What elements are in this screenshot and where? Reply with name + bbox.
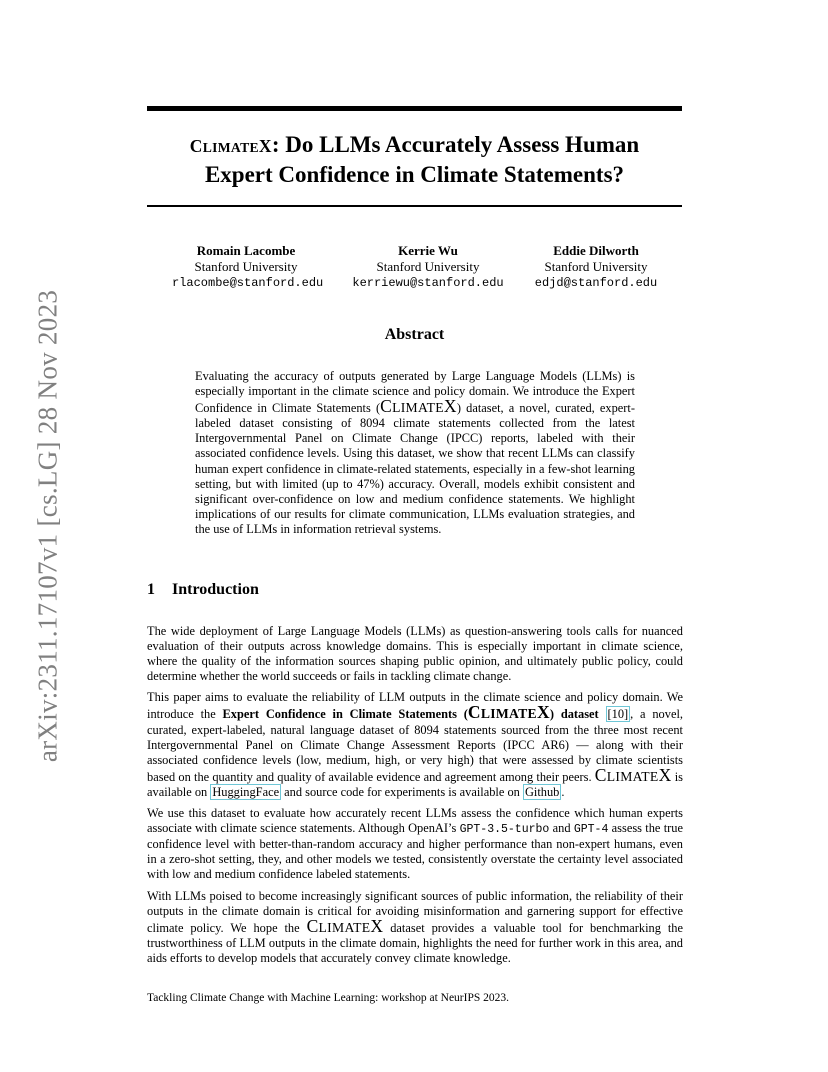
- title-smallcaps: [190, 136, 272, 156]
- smallcaps-final: X: [258, 136, 272, 156]
- abstract-part-1: Evaluating the accuracy of outputs generated by Large Language Models (LLMs) is especially important in the climate science and policy domain. We introduce the Expert Confidence in Climate Statements (: [195, 369, 635, 416]
- smallcaps-final: X: [658, 764, 672, 785]
- author-name: Kerrie Wu: [398, 243, 458, 258]
- p2-bold-a: Expert Confidence in Climate Statements (: [222, 707, 468, 722]
- smallcaps-initial: C: [380, 396, 393, 417]
- author-affiliation: Stanford University: [194, 259, 298, 274]
- smallcaps-final: X: [370, 915, 384, 936]
- p2-text-h: and source code for experiments is available on: [281, 784, 523, 799]
- p3-text-a: We use this dataset to evaluate how accurately recent LLMs assess the confidence which human experts associate with climate science statements. Although OpenAI’s: [147, 806, 683, 836]
- author-1: [172, 243, 324, 291]
- author-email: kerriewu@stanford.edu: [352, 276, 504, 290]
- paragraph-3: [147, 806, 683, 882]
- p2-text-g: is available on: [147, 769, 683, 799]
- p2-text-e: , a novel, curated, expert-labeled, natural language dataset of 8094 statements sourced from the three most recent Intergovernmental Panel on Climate Change Assessment Reports (IPCC AR6) — along with their associated confidence levels (low, medium, high, or very high) that were assessed by climate scientists based on the quantity and quality of available evidence and agreement among their peers.: [147, 707, 683, 784]
- model-name-gpt35: GPT-3.5-turbo: [459, 823, 550, 837]
- smallcaps-initial: C: [467, 702, 481, 723]
- title-bottom-rule: [147, 205, 682, 207]
- introduction-body: [147, 624, 683, 972]
- abstract-text: [195, 369, 635, 537]
- section-number: 1: [147, 581, 155, 598]
- github-link[interactable]: Github: [524, 784, 560, 799]
- p2-bold-b: ) dataset: [549, 707, 599, 722]
- smallcaps-final: X: [536, 702, 550, 723]
- smallcaps-middle: LIMATE: [392, 400, 444, 416]
- smallcaps-initial: C: [306, 915, 319, 936]
- huggingface-link[interactable]: HuggingFace: [212, 784, 280, 799]
- footer-note: Tackling Climate Change with Machine Learning: workshop at NeurIPS 2023.: [147, 992, 510, 1004]
- p4-text-a: With LLMs poised to become increasingly significant sources of public information, the reliability of their outputs in the climate domain is critical for avoiding misinformation and garnering support for effective climate policy. We hope the: [147, 888, 683, 935]
- p2-text-i: .: [561, 784, 565, 799]
- abstract-heading: Abstract: [384, 326, 445, 343]
- author-email: rlacombe@stanford.edu: [172, 276, 324, 290]
- author-affiliation: Stanford University: [376, 259, 480, 274]
- smallcaps-middle: LIMATE: [318, 919, 371, 935]
- p2-text-a: This paper aims to evaluate the reliability of LLM outputs in the climate science and policy domain. We introduce the: [147, 690, 683, 722]
- smallcaps-middle: LIMATE: [202, 140, 259, 155]
- author-name: Romain Lacombe: [196, 243, 296, 258]
- author-email: edjd@stanford.edu: [534, 276, 658, 290]
- author-3: [530, 243, 662, 291]
- smallcaps-middle: LIMATE: [606, 768, 659, 784]
- section-title: Introduction: [172, 581, 259, 598]
- smallcaps-initial: C: [594, 764, 607, 785]
- smallcaps-middle: LIMATE: [480, 706, 537, 722]
- arxiv-side-stamp: [32, 283, 62, 768]
- author-2: [350, 243, 506, 291]
- title-top-rule: [147, 106, 682, 111]
- abstract-smallcaps: [380, 396, 457, 416]
- p4-text-b: dataset provides a valuable tool for benchmarking the trustworthiness of LLM outputs in the climate domain, highlights the need for further work in this area, and aids efforts to develop models that accurately convey climate knowledge.: [147, 920, 683, 965]
- p3-text-b: and: [549, 821, 574, 836]
- p4-smallcaps: [307, 916, 384, 936]
- arxiv-id-text: arXiv:2311.17107v1 [cs.LG] 28 Nov 2023: [32, 289, 62, 762]
- abstract-part-2: ) dataset, a novel, curated, expert-labeled dataset consisting of 8094 climate statements collected from the latest Intergovernmental Panel on Climate Change (IPCC) reports, labeled with their associated confidence levels. Using this dataset, we show that recent LLMs can classify human expert confidence in climate-related statements, especially in a few-shot learning setting, but with limited (up to 47%) accuracy. Overall, models exhibit consistent and significant over-confidence on low and medium confidence statements. We highlight implications of our results for climate communication, LLMs evaluation strategies, and the use of LLMs in information retrieval systems.: [195, 401, 635, 536]
- p2-bold-smallcaps: [468, 702, 550, 722]
- paper-title: [147, 131, 682, 188]
- p3-text-c: assess the true confidence level with better-than-random accuracy and higher performance than non-expert humans, even in a zero-shot setting, they, and other models we tested, consistently overstate the certainty level associated with low and medium confidence labeled statements.: [147, 821, 683, 882]
- title-line1-rest: : Do LLMs Accurately Assess Human: [271, 132, 640, 157]
- citation-link[interactable]: [10]: [607, 707, 629, 722]
- p2-smallcaps: [595, 765, 672, 785]
- paragraph-4: [147, 889, 683, 966]
- paragraph-1: The wide deployment of Large Language Models (LLMs) as question-answering tools calls for nuanced evaluation of their outputs across knowledge domains. This is especially important in climate science, where the quality of the information sources shaping public opinion, and ultimately public policy, could determine whether the world succeeds or fails in tackling climate change.: [147, 624, 683, 684]
- section-heading: [147, 581, 259, 599]
- paragraph-2: [147, 690, 683, 800]
- author-affiliation: Stanford University: [544, 259, 648, 274]
- smallcaps-initial: C: [189, 136, 203, 156]
- model-name-gpt4: GPT-4: [573, 823, 609, 837]
- title-line2: Expert Confidence in Climate Statements?: [204, 162, 625, 187]
- smallcaps-final: X: [443, 396, 457, 417]
- author-name: Eddie Dilworth: [553, 243, 639, 258]
